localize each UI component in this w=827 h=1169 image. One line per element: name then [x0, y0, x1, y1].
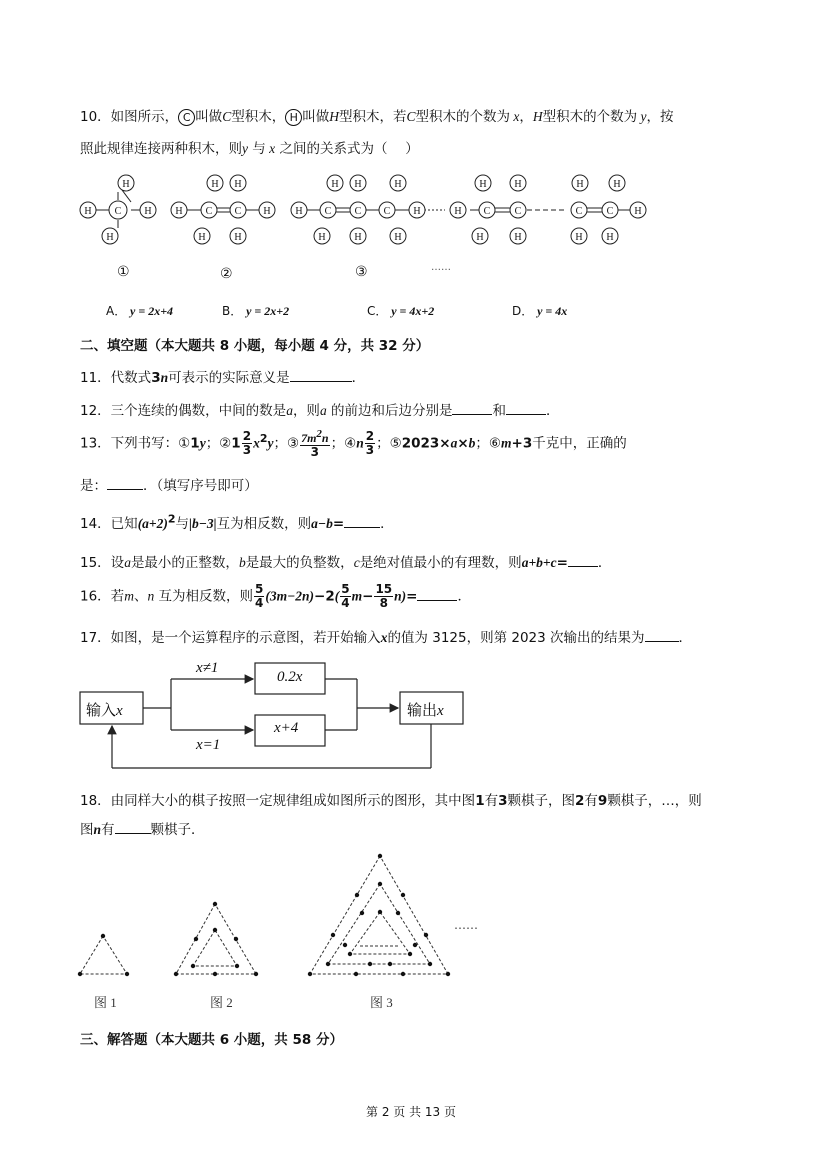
molecule-diagram — [75, 170, 665, 290]
q10-option-a: A． y = 2x+4 — [106, 304, 174, 318]
fig2-label: 图 2 — [210, 995, 233, 1010]
svg-text:H: H — [576, 179, 584, 190]
flow-input-box: 输入x — [86, 701, 123, 719]
q18-ellipsis: …… — [454, 918, 478, 932]
svg-text:H: H — [634, 206, 642, 217]
q18-line2: 图n有 颗棋子． — [80, 822, 205, 838]
svg-text:H: H — [106, 232, 114, 243]
q12: 12．三个连续的偶数，中间的数是a，则a 的前边和后边分别是 和 ． — [80, 403, 560, 419]
svg-text:C: C — [114, 206, 122, 217]
q13-line1: 13．下列书写：①1y；②1 $\frac{2}{3}$ $x^2y$；③ $\frac{7m^2n}{3}$ ；④n $\frac{2}{3}$ ；⑤2023×a×b；⑥m+3千克中，正确的 — [80, 428, 627, 459]
svg-text:H: H — [122, 179, 130, 190]
molecule-label-ellipsis: …… — [431, 262, 451, 273]
flow-output-box: 输出x — [407, 701, 444, 719]
molecule-label-3: ③ — [355, 264, 368, 280]
molecule-label-1: ① — [117, 264, 130, 280]
svg-text:H: H — [234, 179, 242, 190]
svg-text:H: H — [144, 206, 152, 217]
svg-text:H: H — [454, 206, 462, 217]
page-footer: 第 2 页 共 13 页 — [366, 1105, 456, 1119]
svg-text:H: H — [295, 206, 303, 217]
svg-text:C: C — [354, 206, 362, 217]
q13-line2: 是： ．（填写序号即可） — [80, 478, 258, 494]
svg-text:H: H — [318, 232, 326, 243]
q10-option-b: B． y = 2x+2 — [222, 304, 290, 318]
svg-text:H: H — [613, 179, 621, 190]
fig3-label: 图 3 — [370, 995, 393, 1010]
flow-bottom-condition: x=1 — [196, 737, 221, 753]
q18-line1: 18．由同样大小的棋子按照一定规律组成如图所示的图形，其中图1有3颗棋子，图2有9颗棋子，…，则 — [80, 793, 702, 809]
svg-text:H: H — [354, 232, 362, 243]
q10-line1: 10．如图所示， C 叫做C型积木， H 叫做H型积木，若C型积木的个数为 x，H型积木的个数为 y，按 — [80, 109, 674, 125]
flow-top-box: 0.2x — [277, 669, 303, 685]
svg-text:C: C — [205, 206, 213, 217]
section3-heading: 三、解答题（本大题共 6 小题，共 58 分） — [80, 1032, 343, 1048]
q17-text: 17．如图，是一个运算程序的示意图，若开始输入x的值为 3125，则第 2023 次输出的结果为 ． — [80, 630, 693, 646]
svg-text:C: C — [324, 206, 332, 217]
section2-heading: 二、填空题（本大题共 8 小题，每小题 4 分，共 32 分） — [80, 338, 430, 354]
svg-text:H: H — [479, 179, 487, 190]
svg-text:C: C — [383, 206, 391, 217]
q16: 16．若m、n 互为相反数，则 $\frac{5}{4}$ (3m−2n)−2( $\frac{5}{4}$ m− $\frac{15}{8}$ n)= ． — [80, 582, 471, 610]
fig1-label: 图 1 — [94, 995, 117, 1010]
flow-top-condition: x≠1 — [196, 660, 219, 676]
svg-text:H: H — [394, 232, 402, 243]
svg-text:H: H — [575, 232, 583, 243]
triangle-figures — [70, 850, 490, 985]
svg-text:C: C — [575, 206, 583, 217]
svg-text:H: H — [234, 232, 242, 243]
svg-text:H: H — [198, 232, 206, 243]
svg-text:H: H — [514, 232, 522, 243]
svg-text:H: H — [476, 232, 484, 243]
q10-option-d: D． y = 4x — [512, 304, 568, 318]
svg-text:C: C — [606, 206, 614, 217]
svg-text:C: C — [234, 206, 242, 217]
q15: 15．设a是最小的正整数，b是最大的负整数，c是绝对值最小的有理数，则a+b+c= ． — [80, 555, 612, 571]
q11: 11．代数式3n可表示的实际意义是 ． — [80, 370, 366, 386]
q10-option-c: C． y = 4x+2 — [367, 304, 435, 318]
q10-line2: 照此规律连接两种积木，则y 与 x 之间的关系式为（ ） — [80, 141, 419, 157]
svg-text:H: H — [514, 179, 522, 190]
svg-text:H: H — [84, 206, 92, 217]
svg-text:C: C — [483, 206, 491, 217]
svg-text:H: H — [606, 232, 614, 243]
svg-text:H: H — [211, 179, 219, 190]
svg-text:H: H — [263, 206, 271, 217]
svg-text:H: H — [354, 179, 362, 190]
svg-text:H: H — [413, 206, 421, 217]
svg-text:H: H — [175, 206, 183, 217]
svg-text:H: H — [331, 179, 339, 190]
svg-text:H: H — [394, 179, 402, 190]
svg-text:C: C — [514, 206, 522, 217]
molecule-label-2: ② — [220, 266, 233, 282]
flow-bottom-box: x+4 — [274, 720, 299, 736]
q14: 14．已知$(a+2)^2$与|b−3|互为相反数，则a−b= ． — [80, 512, 394, 532]
